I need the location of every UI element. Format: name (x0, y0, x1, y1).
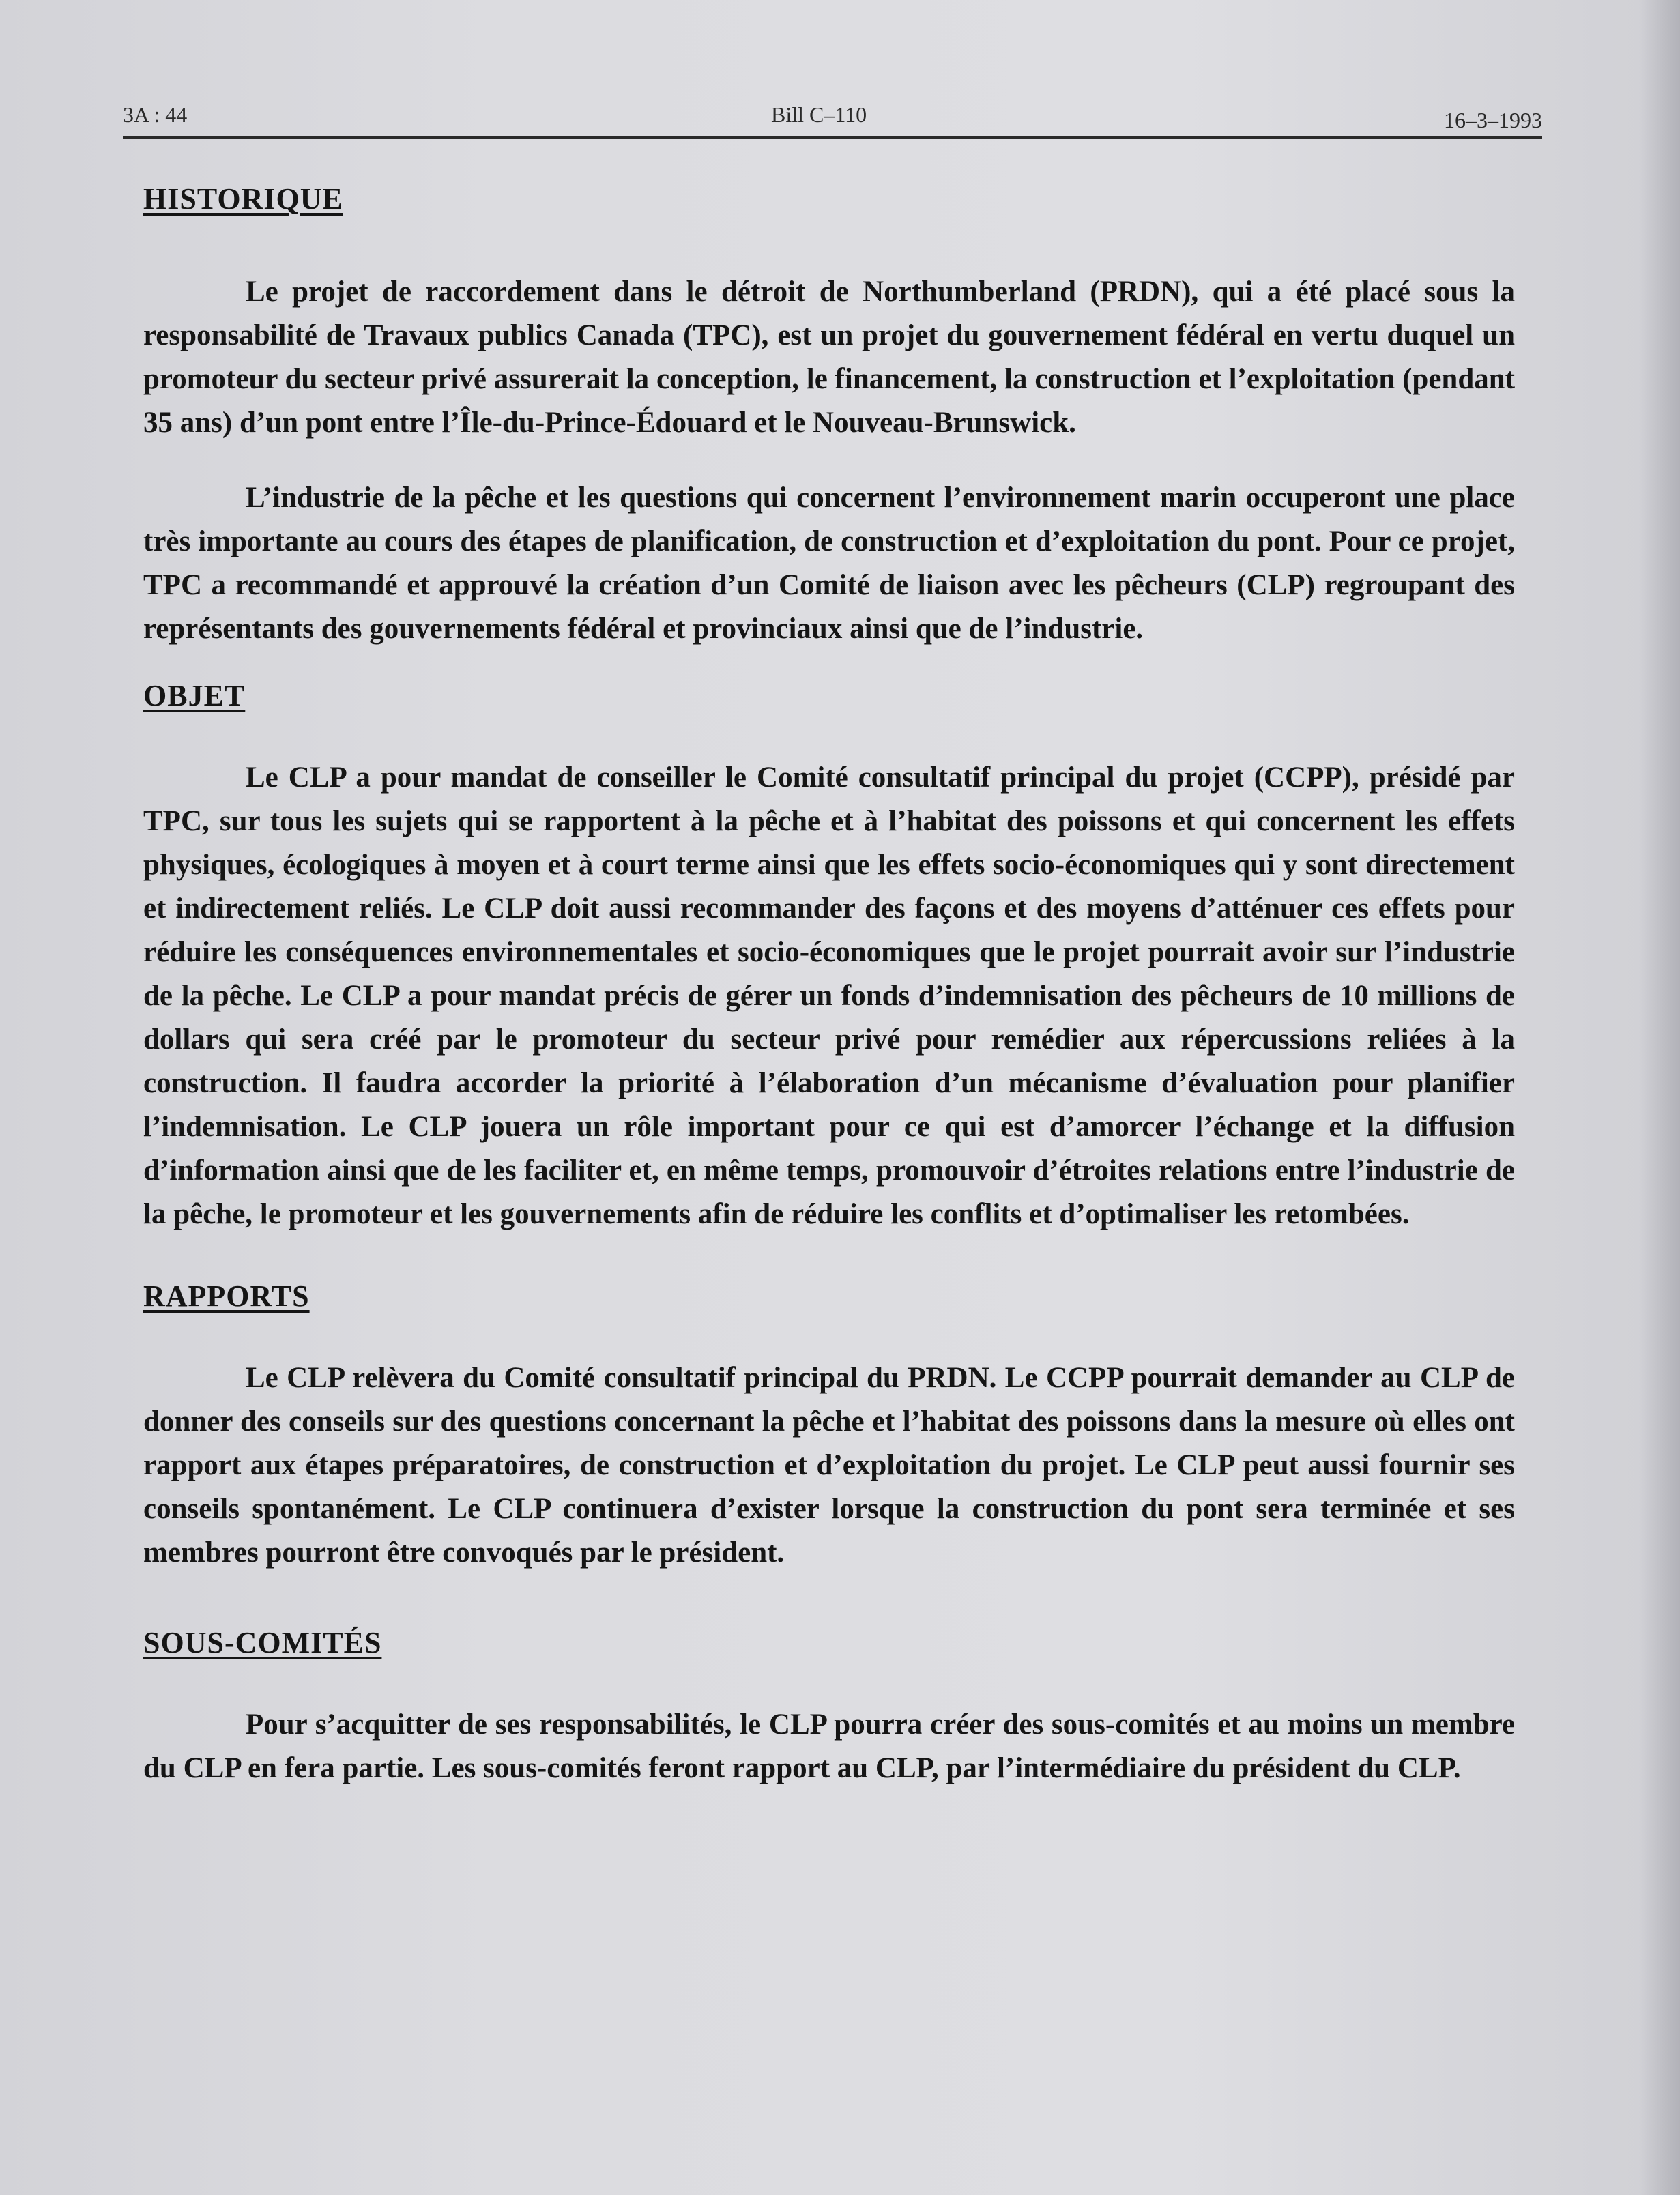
page-reference: 3A : 44 (123, 102, 188, 127)
historique-paragraph-2: L’industrie de la pêche et les questions qui concernent l’environnement marin occuperont une place très importante au cours des étapes de planification, de construction et d’exploitation du pont. Pour ce projet, TPC a recommandé et approuvé la création d’un Comité de liaison avec les pêcheurs (CLP) regroupant des représentants des gouvernements fédéral et provinciaux ainsi que de l’industrie. (143, 482, 1515, 645)
page-header (123, 102, 1542, 139)
section-heading-rapports: RAPPORTS (143, 1279, 310, 1313)
historique-paragraph-1: Le projet de raccordement dans le détroit de Northumberland (PRDN), qui a été placé sous la responsabilité de Travaux publics Canada (TPC), est un projet du gouvernement fédéral en vertu duquel un promoteur du secteur privé assurerait la conception, le financement, la construction et l’exploitation (pendant 35 ans) d’un pont entre l’Île-du-Prince-Édouard et le Nouveau-Brunswick. (143, 276, 1515, 439)
section-heading-sous-comites: SOUS-COMITÉS (143, 1626, 382, 1659)
document-body (143, 177, 1515, 1790)
section-heading-objet: OBJET (143, 679, 246, 712)
bill-number: Bill C–110 (771, 102, 867, 127)
header-date: 16–3–1993 (1444, 108, 1542, 132)
sous-comites-paragraph-1: Pour s’acquitter de ses responsabilités, le CLP pourra créer des sous-comités et au moins un membre du CLP en fera partie. Les sous-comités feront rapport au CLP, par l’intermédiaire du président du CLP. (143, 1709, 1515, 1784)
objet-paragraph-1: Le CLP a pour mandat de conseiller le Comité consultatif principal du projet (CCPP), présidé par TPC, sur tous les sujets qui se rapportent à la pêche et à l’habitat des poissons et qui concernent les effets physiques, écologiques à moyen et à court terme ainsi que les effets socio-économiques qui y sont directement et indirectement reliés. Le CLP doit aussi recommander des façons et des moyens d’atténuer ces effets pour réduire les conséquences environnementales et socio-économiques que le projet pourrait avoir sur l’industrie de la pêche. Le CLP a pour mandat précis de gérer un fonds d’indemnisation des pêcheurs de 10 millions de dollars qui sera créé par le promoteur du secteur privé pour remédier aux répercussions reliées à la construction. Il faudra accorder la priorité à l’élaboration d’un mécanisme d’évaluation pour planifier l’indemnisation. Le CLP jouera un rôle important pour ce qui est d’amorcer l’échange et la diffusion d’information ainsi que de les faciliter et, en même temps, promouvoir d’étroites relations entre l’industrie de la pêche, le promoteur et les gouvernements afin de réduire les conflits et d’optimaliser les retombées. (143, 761, 1515, 1230)
page-shadow-edge (1639, 0, 1680, 2195)
rapports-paragraph-1: Le CLP relèvera du Comité consultatif principal du PRDN. Le CCPP pourrait demander au CLP de donner des conseils sur des questions concernant la pêche et l’habitat des poissons dans la mesure où elles ont rapport aux étapes préparatoires, de construction et d’exploitation du projet. Le CLP peut aussi fournir ses conseils spontanément. Le CLP continuera d’exister lorsque la construction du pont sera terminée et ses membres pourront être convoqués par le président. (143, 1362, 1515, 1569)
section-heading-historique: HISTORIQUE (143, 182, 343, 216)
